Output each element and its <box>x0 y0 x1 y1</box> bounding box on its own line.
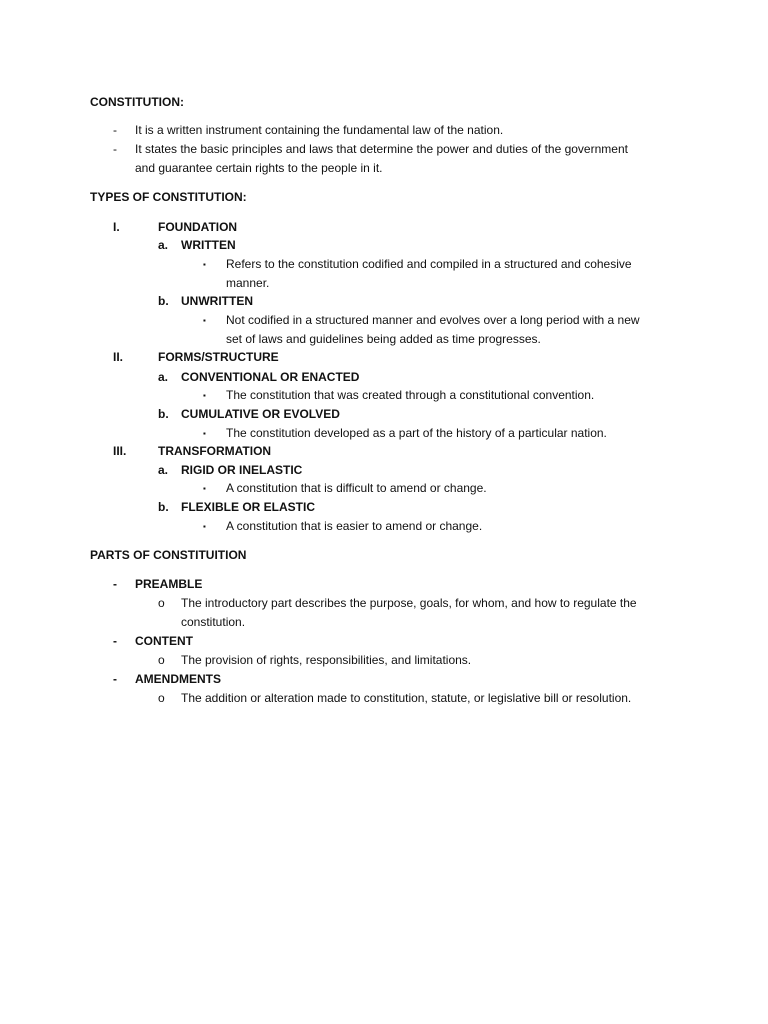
part-description: The introductory part describes the purpose, goals, for whom, and how to regulate the <box>181 596 637 610</box>
square-bullet-icon: ▪ <box>203 522 206 531</box>
subsection-title: CONVENTIONAL OR ENACTED <box>181 370 360 384</box>
square-bullet-icon: ▪ <box>203 429 206 438</box>
dash-marker: - <box>113 577 117 591</box>
constitution-item-text: It is a written instrument containing the fundamental law of the nation. <box>135 123 504 137</box>
sub-letter: a. <box>158 463 169 477</box>
part-title: CONTENT <box>135 634 193 648</box>
subsection-title: CUMULATIVE OR EVOLVED <box>181 407 340 421</box>
dash-marker: - <box>113 634 117 648</box>
circle-bullet-icon: o <box>158 691 165 705</box>
constitution-item-text: It states the basic principles and laws that determine the power and duties of the government <box>135 142 628 156</box>
dash-marker: - <box>113 142 117 156</box>
definition-text: set of laws and guidelines being added as time progresses. <box>226 332 541 346</box>
subsection-title: RIGID OR INELASTIC <box>181 463 303 477</box>
roman-numeral: III. <box>113 444 127 458</box>
constitution-heading: CONSTITUTION: <box>90 95 184 109</box>
sub-letter: a. <box>158 238 169 252</box>
part-description: The addition or alteration made to constitution, statute, or legislative bill or resolution. <box>181 691 632 705</box>
section-title: FOUNDATION <box>158 220 238 234</box>
section-title: TRANSFORMATION <box>158 444 272 458</box>
parts-heading: PARTS OF CONSTITUITION <box>90 548 247 562</box>
definition-text: A constitution that is easier to amend or change. <box>226 519 483 533</box>
sub-letter: b. <box>158 500 169 514</box>
section-title: FORMS/STRUCTURE <box>158 350 279 364</box>
definition-text: The constitution that was created through a constitutional convention. <box>226 388 595 402</box>
part-description: The provision of rights, responsibilities, and limitations. <box>181 653 472 667</box>
square-bullet-icon: ▪ <box>203 484 206 493</box>
sub-letter: a. <box>158 370 169 384</box>
definition-text: The constitution developed as a part of the history of a particular nation. <box>226 426 607 440</box>
roman-numeral: I. <box>113 220 120 234</box>
definition-text: Not codified in a structured manner and evolves over a long period with a new <box>226 313 640 327</box>
roman-numeral: II. <box>113 350 124 364</box>
types-heading: TYPES OF CONSTITUTION: <box>90 190 247 204</box>
square-bullet-icon: ▪ <box>203 391 206 400</box>
definition-text: A constitution that is difficult to amend or change. <box>226 481 487 495</box>
square-bullet-icon: ▪ <box>203 316 206 325</box>
constitution-item-text: and guarantee certain rights to the people in it. <box>135 161 383 175</box>
subsection-title: WRITTEN <box>181 238 236 252</box>
sub-letter: b. <box>158 294 169 308</box>
part-description: constitution. <box>181 615 246 629</box>
dash-marker: - <box>113 123 117 137</box>
dash-marker: - <box>113 672 117 686</box>
definition-text: manner. <box>226 276 270 290</box>
subsection-title: UNWRITTEN <box>181 294 253 308</box>
subsection-title: FLEXIBLE OR ELASTIC <box>181 500 316 514</box>
square-bullet-icon: ▪ <box>203 260 206 269</box>
sub-letter: b. <box>158 407 169 421</box>
circle-bullet-icon: o <box>158 653 165 667</box>
part-title: AMENDMENTS <box>135 672 221 686</box>
part-title: PREAMBLE <box>135 577 203 591</box>
circle-bullet-icon: o <box>158 596 165 610</box>
definition-text: Refers to the constitution codified and compiled in a structured and cohesive <box>226 257 632 271</box>
